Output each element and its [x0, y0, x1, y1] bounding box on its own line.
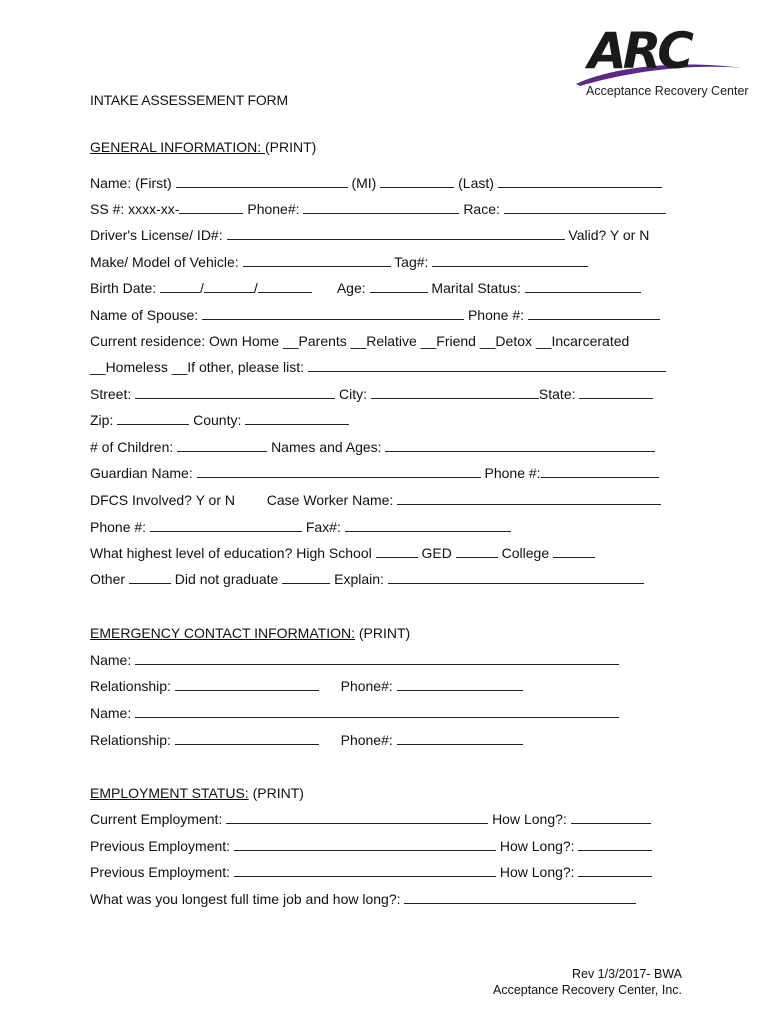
- college-field[interactable]: [553, 544, 595, 558]
- phone-field[interactable]: [303, 200, 459, 214]
- fax-field[interactable]: [345, 518, 511, 532]
- birth-month-field[interactable]: [160, 279, 200, 293]
- logo-wordmark: ARC: [588, 22, 690, 80]
- label-longest-job: What was you longest full time job and how long?:: [90, 891, 401, 907]
- high-school-field[interactable]: [376, 544, 418, 558]
- label-residence-options: Current residence: Own Home __Parents __Relative __Friend __Detox __Incarcerated: [90, 333, 630, 349]
- previous-employment-1-field[interactable]: [234, 837, 496, 851]
- label-license: Driver's License/ ID#:: [90, 227, 223, 243]
- relationship-2-field[interactable]: [175, 731, 319, 745]
- row-zip: [90, 410, 349, 430]
- label-last-name: (Last): [458, 175, 494, 191]
- general-heading-text: GENERAL INFORMATION:: [90, 139, 266, 155]
- arc-logo: [574, 22, 749, 106]
- employment-heading-text: EMPLOYMENT STATUS:: [90, 785, 249, 801]
- general-info-heading: [90, 137, 316, 157]
- children-field[interactable]: [177, 438, 267, 452]
- longest-job-field[interactable]: [404, 890, 636, 904]
- company-name: Acceptance Recovery Center, Inc.: [493, 983, 682, 997]
- label-tag: Tag#:: [394, 254, 429, 270]
- birth-year-field[interactable]: [258, 279, 312, 293]
- label-guardian: Guardian Name:: [90, 465, 193, 481]
- label-other: Other: [90, 571, 126, 587]
- row-other-education: [90, 569, 644, 589]
- row-emergency-name-2: [90, 703, 619, 723]
- city-field[interactable]: [371, 385, 539, 399]
- zip-field[interactable]: [117, 411, 189, 425]
- label-ged: GED: [421, 545, 452, 561]
- emergency-phone-2-field[interactable]: [397, 731, 523, 745]
- emergency-name-1-field[interactable]: [135, 651, 619, 665]
- row-previous-employment-2: [90, 862, 652, 882]
- row-guardian: [90, 463, 659, 483]
- label-how-long-3: How Long?:: [499, 864, 575, 880]
- row-cw-phone: [90, 517, 511, 537]
- emergency-heading: [90, 623, 410, 643]
- row-ss: [90, 199, 666, 219]
- last-name-field[interactable]: [498, 174, 662, 188]
- label-case-worker: Case Worker Name:: [266, 492, 394, 508]
- label-emergency-name-2: Name:: [90, 705, 132, 721]
- age-field[interactable]: [370, 279, 428, 293]
- guardian-field[interactable]: [197, 464, 481, 478]
- did-not-graduate-field[interactable]: [282, 570, 330, 584]
- row-name: [90, 173, 662, 193]
- row-children: [90, 437, 655, 457]
- label-guardian-phone: Phone #:: [484, 465, 541, 481]
- row-previous-employment-1: [90, 836, 652, 856]
- row-spouse: [90, 305, 660, 325]
- label-current-employment: Current Employment:: [90, 811, 223, 827]
- previous-employment-2-field[interactable]: [234, 863, 496, 877]
- label-how-long-2: How Long?:: [499, 838, 575, 854]
- residence-other-field[interactable]: [308, 358, 666, 372]
- label-emergency-phone-1: Phone#:: [340, 678, 393, 694]
- state-field[interactable]: [579, 385, 653, 399]
- label-dfcs: DFCS Involved? Y or N: [90, 492, 235, 508]
- row-dfcs: [90, 490, 661, 510]
- employment-heading-suffix: (PRINT): [248, 785, 304, 801]
- how-long-3-field[interactable]: [578, 863, 652, 877]
- label-valid: Valid? Y or N: [568, 227, 650, 243]
- ss-field[interactable]: [179, 200, 243, 214]
- cw-phone-field[interactable]: [150, 518, 302, 532]
- label-cw-phone: Phone #:: [90, 519, 147, 535]
- label-children: # of Children:: [90, 439, 174, 455]
- emergency-heading-text: EMERGENCY CONTACT INFORMATION:: [90, 625, 355, 641]
- employment-heading: [90, 783, 304, 803]
- emergency-heading-suffix: (PRINT): [354, 625, 411, 641]
- label-education: What highest level of education?: [90, 545, 293, 561]
- label-explain: Explain:: [334, 571, 384, 587]
- row-emergency-rel-1: [90, 676, 523, 696]
- row-education: [90, 543, 595, 563]
- label-spouse: Name of Spouse:: [90, 307, 199, 323]
- label-city: City:: [339, 386, 368, 402]
- row-residence-1: [90, 331, 629, 351]
- current-employment-field[interactable]: [226, 810, 488, 824]
- first-name-field[interactable]: [176, 174, 348, 188]
- revision-note: Rev 1/3/2017- BWA: [571, 967, 682, 981]
- other-field[interactable]: [129, 570, 171, 584]
- label-previous-employment-2: Previous Employment:: [90, 864, 231, 880]
- label-did-not-graduate: Did not graduate: [174, 571, 279, 587]
- row-emergency-rel-2: [90, 730, 523, 750]
- label-ss: SS #: xxxx-xx-: [90, 201, 180, 217]
- general-heading-suffix: (PRINT): [265, 139, 317, 155]
- label-phone: Phone#:: [247, 201, 300, 217]
- label-relationship-2: Relationship:: [90, 732, 171, 748]
- form-title: INTAKE ASSESSEMENT FORM: [90, 92, 288, 108]
- label-birth-date: Birth Date:: [90, 280, 157, 296]
- row-license: [90, 225, 649, 245]
- license-field[interactable]: [227, 226, 565, 240]
- guardian-phone-field[interactable]: [541, 464, 659, 478]
- label-county: County:: [193, 412, 242, 428]
- row-longest-job: [90, 889, 636, 909]
- birth-day-field[interactable]: [204, 279, 254, 293]
- row-address: [90, 384, 653, 404]
- label-marital: Marital Status:: [431, 280, 521, 296]
- how-long-2-field[interactable]: [578, 837, 652, 851]
- marital-field[interactable]: [525, 279, 641, 293]
- label-age: Age:: [336, 280, 366, 296]
- row-vehicle: [90, 252, 588, 272]
- label-fax: Fax#:: [305, 519, 341, 535]
- ged-field[interactable]: [456, 544, 498, 558]
- how-long-1-field[interactable]: [571, 810, 651, 824]
- label-spouse-phone: Phone #:: [467, 307, 525, 323]
- label-mi: (MI): [351, 175, 377, 191]
- label-emergency-name-1: Name:: [90, 652, 132, 668]
- vehicle-field[interactable]: [243, 253, 391, 267]
- row-birth: Birth Date: / / Age: Marital Status:: [90, 278, 641, 298]
- footer: [493, 966, 682, 998]
- label-high-school: High School: [296, 545, 372, 561]
- label-race: Race:: [463, 201, 500, 217]
- relationship-1-field[interactable]: [175, 677, 319, 691]
- label-previous-employment-1: Previous Employment:: [90, 838, 231, 854]
- street-field[interactable]: [135, 385, 335, 399]
- label-zip: Zip:: [90, 412, 114, 428]
- row-residence-2: [90, 357, 666, 377]
- emergency-name-2-field[interactable]: [135, 704, 619, 718]
- spouse-field[interactable]: [202, 306, 464, 320]
- row-emergency-name-1: [90, 650, 619, 670]
- case-worker-field[interactable]: [397, 491, 661, 505]
- label-first-name: Name: (First): [90, 175, 172, 191]
- spouse-phone-field[interactable]: [528, 306, 660, 320]
- emergency-phone-1-field[interactable]: [397, 677, 523, 691]
- label-college: College: [501, 545, 550, 561]
- mi-field[interactable]: [380, 174, 454, 188]
- label-emergency-phone-2: Phone#:: [340, 732, 393, 748]
- tag-field[interactable]: [432, 253, 588, 267]
- label-street: Street:: [90, 386, 132, 402]
- logo-subtitle: Acceptance Recovery Center: [586, 84, 749, 98]
- label-residence-other: __Homeless __If other, please list:: [90, 359, 305, 375]
- label-vehicle: Make/ Model of Vehicle:: [90, 254, 239, 270]
- label-how-long-1: How Long?:: [492, 811, 567, 827]
- explain-field[interactable]: [388, 570, 644, 584]
- row-current-employment: [90, 809, 651, 829]
- county-field[interactable]: [245, 411, 349, 425]
- label-state: State:: [538, 386, 576, 402]
- label-names-ages: Names and Ages:: [271, 439, 382, 455]
- names-ages-field[interactable]: [385, 438, 655, 452]
- race-field[interactable]: [504, 200, 666, 214]
- label-relationship-1: Relationship:: [90, 678, 171, 694]
